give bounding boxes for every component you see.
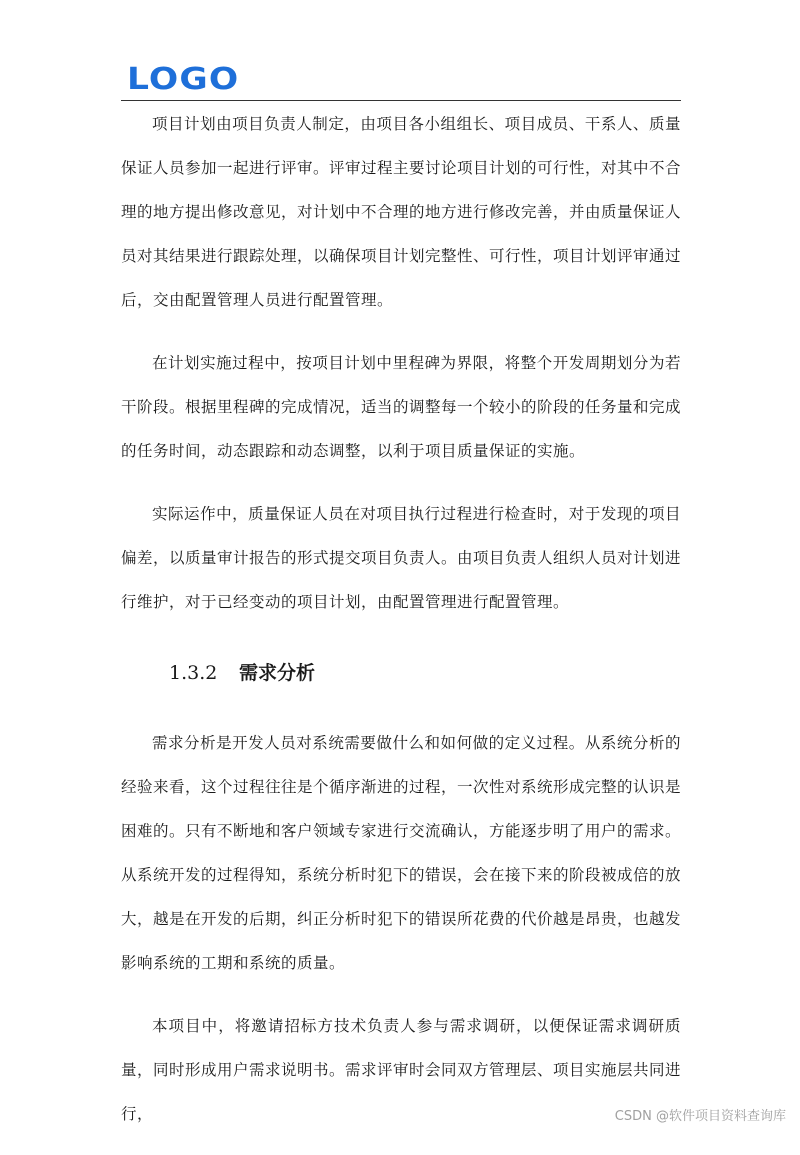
paragraph: 项目计划由项目负责人制定，由项目各小组组长、项目成员、干系人、质量保证人员参加一起进行评审。评审过程主要讨论项目计划的可行性，对其中不合理的地方提出修改意见，对计划中不合理的地方进行修改完善，并由质量保证人员对其结果进行跟踪处理，以确保项目计划完整性、可行性，项目计划评审通过后，交由配置管理人员进行配置管理。: [121, 115, 682, 309]
section-heading: [169, 643, 681, 703]
document-body: [121, 102, 681, 1155]
section-number: 1.3.2: [169, 662, 218, 684]
paragraph: 需求分析是开发人员对系统需要做什么和如何做的定义过程。从系统分析的经验来看，这个过程往往是个循序渐进的过程，一次性对系统形成完整的认识是困难的。只有不断地和客户领域专家进行交流确认，方能逐步明了用户的需求。从系统开发的过程得知，系统分析时犯下的错误，会在接下来的阶段被成倍的放大，越是在开发的后期，纠正分析时犯下的错误所花费的代价越是昂贵，也越发影响系统的工期和系统的质量。: [121, 734, 682, 972]
page-header: [121, 60, 681, 101]
logo: LOGO: [127, 62, 240, 97]
paragraph: 实际运作中，质量保证人员在对项目执行过程进行检查时，对于发现的项目偏差，以质量审计报告的形式提交项目负责人。由项目负责人组织人员对计划进行维护，对于已经变动的项目计划，由配置管理进行配置管理。: [121, 505, 682, 611]
watermark: CSDN @软件项目资料查询库: [614, 1109, 786, 1124]
paragraph: 本项目中，将邀请招标方技术负责人参与需求调研，以便保证需求调研质量，同时形成用户需求说明书。需求评审时会同双方管理层、项目实施层共同进行，: [121, 1017, 682, 1123]
paragraph: 在计划实施过程中，按项目计划中里程碑为界限，将整个开发周期划分为若干阶段。根据里程碑的完成情况，适当的调整每一个较小的阶段的任务量和完成的任务时间，动态跟踪和动态调整，以利于项目质量保证的实施。: [121, 354, 682, 460]
section-title: 需求分析: [239, 662, 316, 684]
